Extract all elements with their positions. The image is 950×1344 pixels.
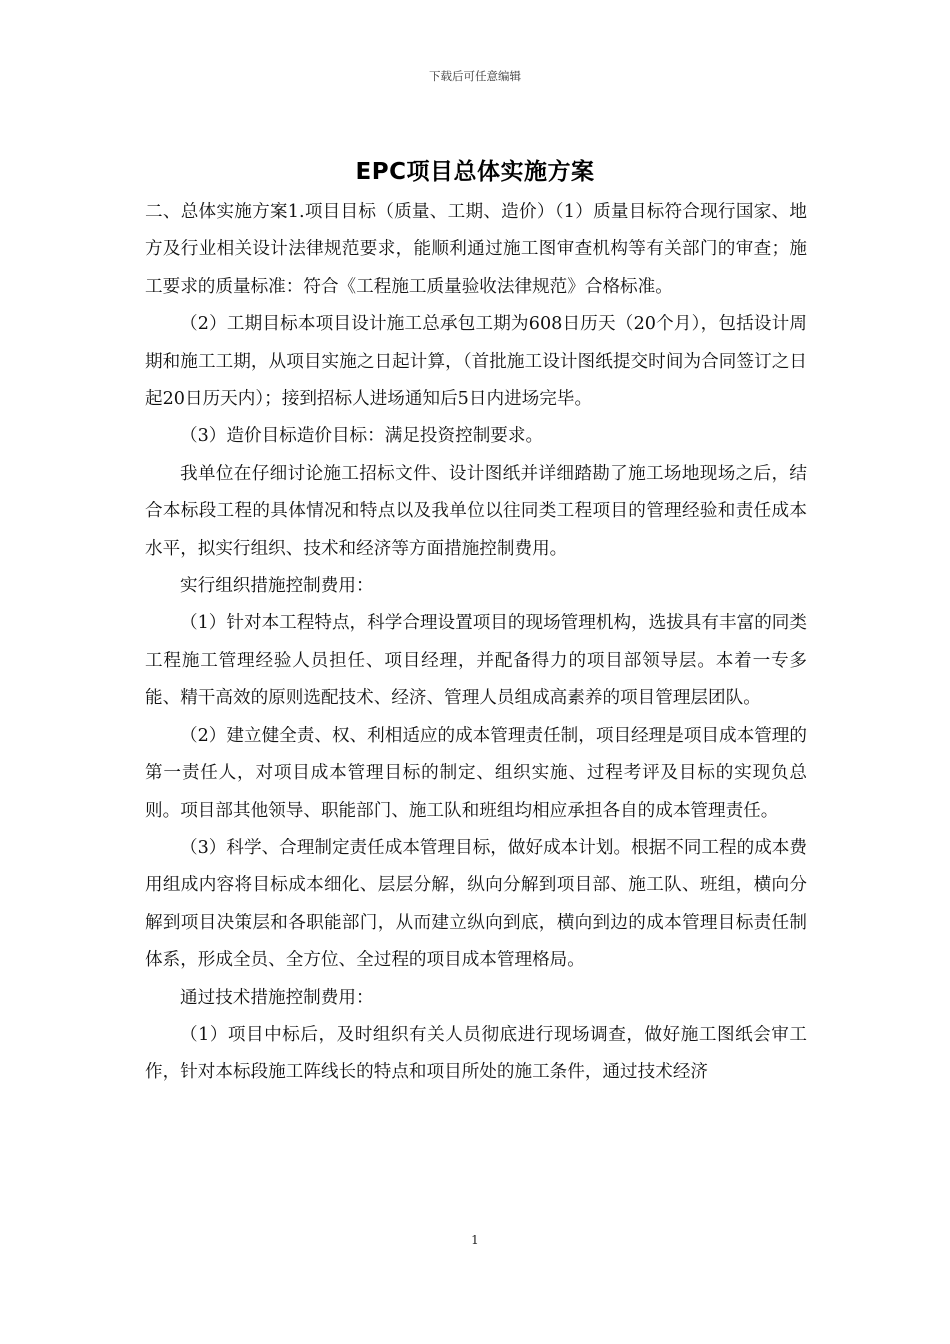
paragraph: （3）造价目标造价目标：满足投资控制要求。 [180,426,544,447]
paragraph: （2）建立健全责、权、利相适应的成本管理责任制，项目经理是项目成本管理的第一责任人，对项目成本管理目标的制定、组织实施、过程考评及目标的实现负总则。项目部其他领导、职能部门、施工队和班组均相应承担各自的成本管理责任。 [145,725,807,821]
paragraph: 通过技术措施控制费用： [180,987,374,1008]
paragraph: （3）科学、合理制定责任成本管理目标，做好成本计划。根据不同工程的成本费用组成内容将目标成本细化、层层分解，纵向分解到项目部、施工队、班组，横向分解到项目决策层和各职能部门，从而建立纵向到底，横向到边的成本管理目标责任制体系，形成全员、全方位、全过程的项目成本管理格局。 [145,837,807,971]
document-body [145,194,807,1092]
document-title: EPC项目总体实施方案 [355,159,595,185]
paragraph: 实行组织措施控制费用： [180,576,374,597]
paragraph: （1）项目中标后，及时组织有关人员彻底进行现场调查，做好施工图纸会审工作，针对本标段施工阵线长的特点和项目所处的施工条件，通过技术经济 [145,1024,807,1083]
paragraph: （1）针对本工程特点，科学合理设置项目的现场管理机构，选拔具有丰富的同类工程施工管理经验人员担任、项目经理，并配备得力的项目部领导层。本着一专多能、精干高效的原则选配技术、经济、管理人员组成高素养的项目管理层团队。 [145,613,807,709]
paragraph: 我单位在仔细讨论施工招标文件、设计图纸并详细踏勘了施工场地现场之后，结合本标段工程的具体情况和特点以及我单位以往同类工程项目的管理经验和责任成本水平，拟实行组织、技术和经济等方面措施控制费用。 [145,463,807,559]
paragraph: （2）工期目标本项目设计施工总承包工期为608日历天（20个月），包括设计周期和施工工期，从项目实施之日起计算，（首批施工设计图纸提交时间为合同签订之日起20日历天内）；接到招标人进场通知后5日内进场完毕。 [145,314,807,410]
paragraph: 二、总体实施方案1.项目目标（质量、工期、造价）（1）质量目标符合现行国家、地方及行业相关设计法律规范要求，能顺利通过施工图审查机构等有关部门的审查；施工要求的质量标准：符合《工程施工质量验收法律规范》合格标准。 [145,202,807,297]
page-number: 1 [471,1233,479,1247]
header-note: 下载后可任意编辑 [429,69,521,83]
